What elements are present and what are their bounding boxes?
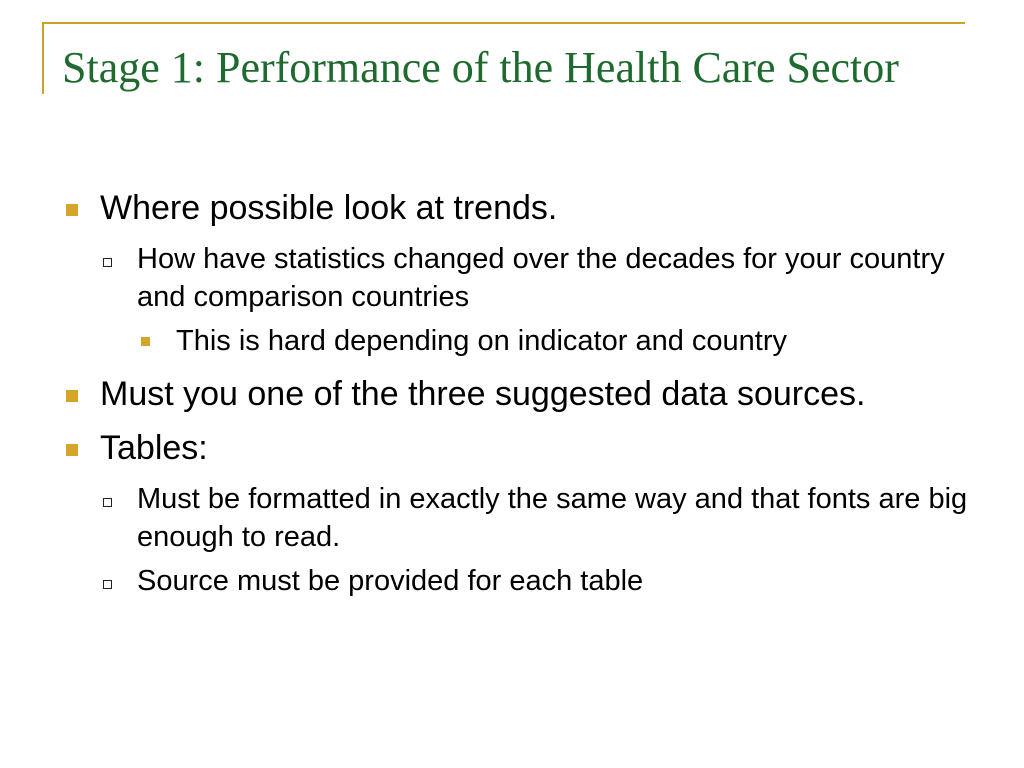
sub-sub-bullet-item-1-1-1 [138,322,972,360]
bullet-item-1 [62,186,972,230]
square-bullet-icon [66,390,78,402]
sub-sub-bullet-text: This is hard depending on indicator and country [176,325,787,357]
bullet-text: Tables: [100,429,208,467]
box-bullet-icon [103,498,112,507]
slide-title: Stage 1: Performance of the Health Care Sector [62,43,899,92]
sub-bullet-item-1-1 [100,240,972,316]
box-bullet-icon [103,580,112,589]
square-bullet-icon [66,444,78,456]
square-bullet-icon [66,204,78,216]
sub-bullet-text: How have statistics changed over the decades for your country and comparison countries [137,243,945,313]
bullet-text: Where possible look at trends. [100,189,558,227]
bullet-text: Must you one of the three suggested data sources. [100,375,866,413]
box-bullet-icon [103,258,112,267]
bullet-item-3 [62,426,972,470]
title-frame-left-rule [42,22,44,94]
sub-bullet-item-3-1 [100,480,972,556]
bullet-list [62,186,972,606]
bullet-item-2 [62,372,972,416]
sub-bullet-item-3-2 [100,562,972,600]
sub-bullet-text: Must be formatted in exactly the same way and that fonts are big enough to read. [137,483,968,553]
title-frame-top-rule [42,22,965,24]
sub-bullet-text: Source must be provided for each table [137,565,644,597]
square-bullet-icon [141,337,150,346]
